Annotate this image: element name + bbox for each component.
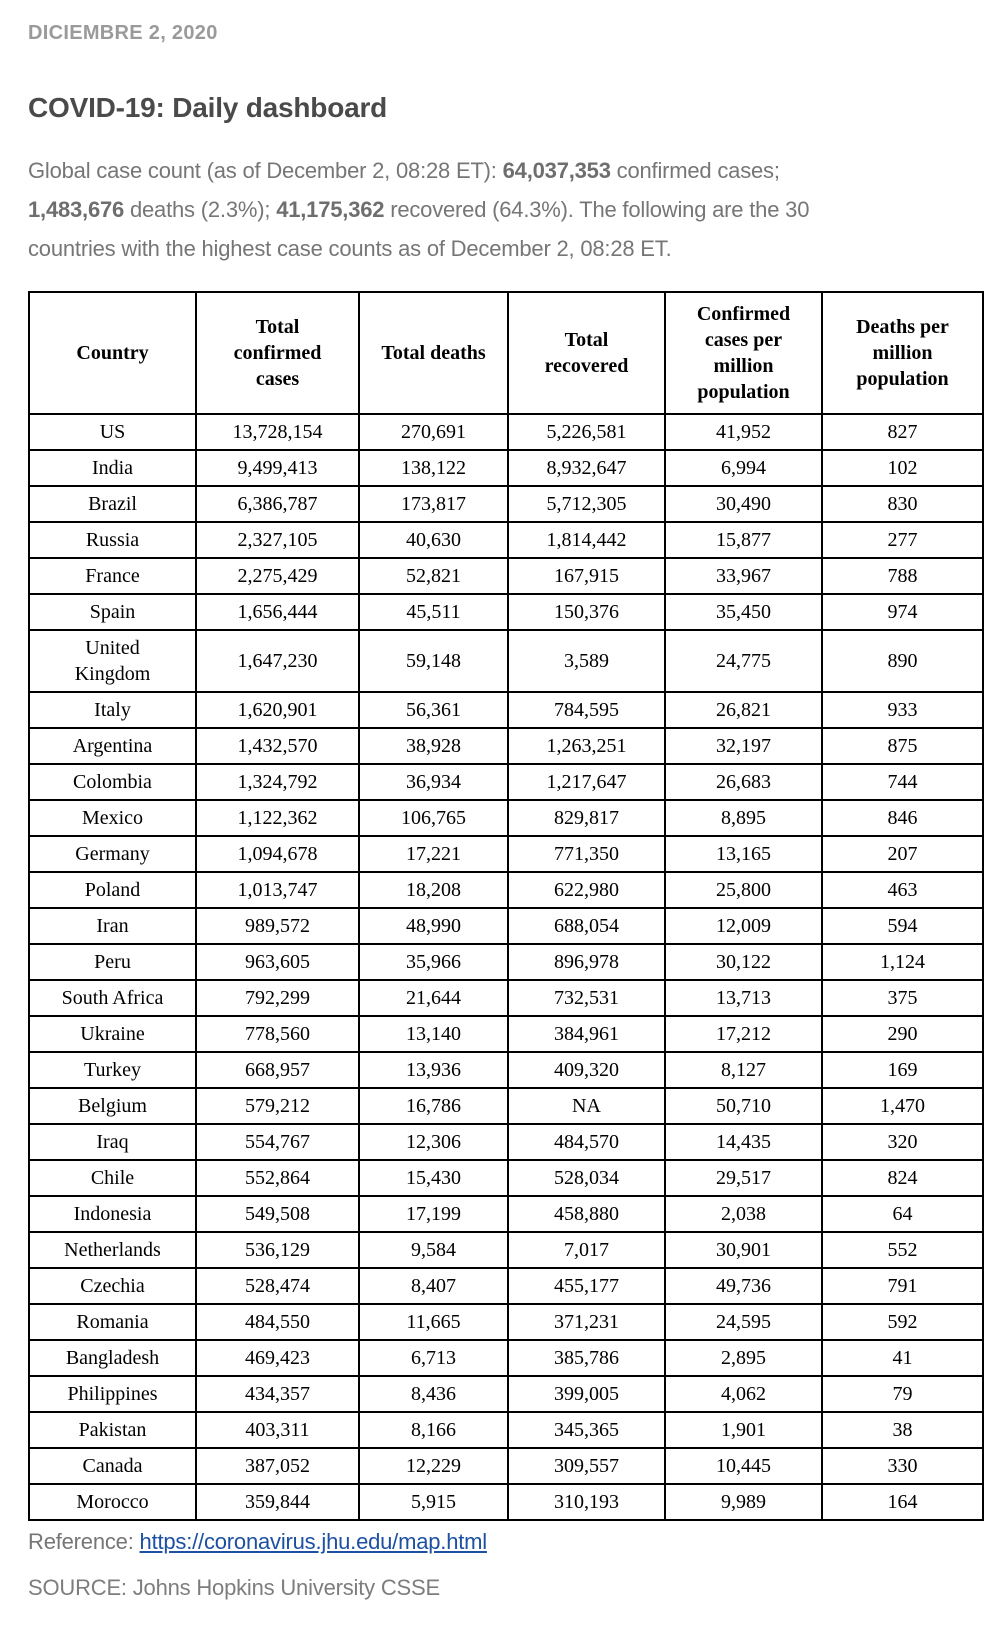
country-cell: France: [29, 558, 196, 594]
value-cell: 41: [822, 1340, 983, 1376]
post-date: DICIEMBRE 2, 2020: [28, 22, 218, 44]
value-cell: 10,445: [665, 1448, 822, 1484]
value-cell: 290: [822, 1016, 983, 1052]
table-row: [29, 728, 983, 764]
value-cell: 310,193: [508, 1484, 665, 1520]
table-row: [29, 1088, 983, 1124]
intro-text-2: confirmed cases;: [610, 158, 780, 183]
value-cell: 25,800: [665, 872, 822, 908]
table-row: [29, 594, 983, 630]
value-cell: 138,122: [359, 450, 508, 486]
value-cell: 788: [822, 558, 983, 594]
header-deaths-per-million: Deaths per million population: [822, 292, 983, 414]
value-cell: 875: [822, 728, 983, 764]
country-cell: United Kingdom: [29, 630, 196, 692]
value-cell: 1,814,442: [508, 522, 665, 558]
value-cell: 732,531: [508, 980, 665, 1016]
value-cell: 64: [822, 1196, 983, 1232]
value-cell: 52,821: [359, 558, 508, 594]
header-total-deaths: Total deaths: [359, 292, 508, 414]
value-cell: 79: [822, 1376, 983, 1412]
value-cell: 48,990: [359, 908, 508, 944]
value-cell: 8,166: [359, 1412, 508, 1448]
value-cell: NA: [508, 1088, 665, 1124]
value-cell: 791: [822, 1268, 983, 1304]
value-cell: 309,557: [508, 1448, 665, 1484]
country-cell: Bangladesh: [29, 1340, 196, 1376]
value-cell: 9,584: [359, 1232, 508, 1268]
value-cell: 35,450: [665, 594, 822, 630]
country-cell: Ukraine: [29, 1016, 196, 1052]
value-cell: 1,324,792: [196, 764, 359, 800]
country-cell: Pakistan: [29, 1412, 196, 1448]
value-cell: 594: [822, 908, 983, 944]
value-cell: 8,895: [665, 800, 822, 836]
value-cell: 29,517: [665, 1160, 822, 1196]
value-cell: 38,928: [359, 728, 508, 764]
value-cell: 17,199: [359, 1196, 508, 1232]
table-row: [29, 764, 983, 800]
value-cell: 11,665: [359, 1304, 508, 1340]
value-cell: 371,231: [508, 1304, 665, 1340]
country-cell: Morocco: [29, 1484, 196, 1520]
value-cell: 1,620,901: [196, 692, 359, 728]
value-cell: 345,365: [508, 1412, 665, 1448]
country-cell: US: [29, 414, 196, 450]
value-cell: 536,129: [196, 1232, 359, 1268]
value-cell: 1,901: [665, 1412, 822, 1448]
value-cell: 9,499,413: [196, 450, 359, 486]
value-cell: 5,226,581: [508, 414, 665, 450]
country-cell: South Africa: [29, 980, 196, 1016]
value-cell: 24,775: [665, 630, 822, 692]
value-cell: 1,124: [822, 944, 983, 980]
table-row: [29, 1196, 983, 1232]
table-row: [29, 1412, 983, 1448]
country-cell: Turkey: [29, 1052, 196, 1088]
value-cell: 32,197: [665, 728, 822, 764]
value-cell: 9,989: [665, 1484, 822, 1520]
value-cell: 12,009: [665, 908, 822, 944]
value-cell: 1,094,678: [196, 836, 359, 872]
page-title: COVID-19: Daily dashboard: [28, 92, 388, 123]
value-cell: 1,432,570: [196, 728, 359, 764]
country-cell: Belgium: [29, 1088, 196, 1124]
value-cell: 13,936: [359, 1052, 508, 1088]
value-cell: 385,786: [508, 1340, 665, 1376]
table-row: [29, 1124, 983, 1160]
value-cell: 409,320: [508, 1052, 665, 1088]
value-cell: 744: [822, 764, 983, 800]
value-cell: 50,710: [665, 1088, 822, 1124]
value-cell: 4,062: [665, 1376, 822, 1412]
value-cell: 771,350: [508, 836, 665, 872]
table-row: [29, 1016, 983, 1052]
value-cell: 1,013,747: [196, 872, 359, 908]
table-row: [29, 414, 983, 450]
value-cell: 169: [822, 1052, 983, 1088]
country-cell: Canada: [29, 1448, 196, 1484]
covid-country-table: [28, 291, 984, 1521]
value-cell: 38: [822, 1412, 983, 1448]
value-cell: 1,217,647: [508, 764, 665, 800]
intro-paragraph: [28, 151, 973, 268]
intro-text-1: Global case count (as of December 2, 08:28 ET):: [28, 158, 503, 183]
value-cell: 528,474: [196, 1268, 359, 1304]
value-cell: 5,915: [359, 1484, 508, 1520]
value-cell: 36,934: [359, 764, 508, 800]
value-cell: 13,165: [665, 836, 822, 872]
reference-link[interactable]: https://coronavirus.jhu.edu/map.html: [139, 1529, 487, 1554]
country-cell: India: [29, 450, 196, 486]
value-cell: 320: [822, 1124, 983, 1160]
table-row: [29, 1268, 983, 1304]
country-cell: Italy: [29, 692, 196, 728]
value-cell: 26,821: [665, 692, 822, 728]
reference-label: Reference:: [28, 1529, 140, 1554]
intro-text-3: deaths (2.3%);: [124, 197, 277, 222]
value-cell: 552,864: [196, 1160, 359, 1196]
value-cell: 12,229: [359, 1448, 508, 1484]
value-cell: 106,765: [359, 800, 508, 836]
country-cell: Argentina: [29, 728, 196, 764]
value-cell: 778,560: [196, 1016, 359, 1052]
country-cell: Spain: [29, 594, 196, 630]
value-cell: 399,005: [508, 1376, 665, 1412]
value-cell: 30,490: [665, 486, 822, 522]
value-cell: 384,961: [508, 1016, 665, 1052]
value-cell: 59,148: [359, 630, 508, 692]
header-cases-per-million: Confirmed cases per million population: [665, 292, 822, 414]
country-cell: Brazil: [29, 486, 196, 522]
country-cell: Netherlands: [29, 1232, 196, 1268]
value-cell: 150,376: [508, 594, 665, 630]
value-cell: 528,034: [508, 1160, 665, 1196]
value-cell: 277: [822, 522, 983, 558]
value-cell: 830: [822, 486, 983, 522]
table-row: [29, 836, 983, 872]
value-cell: 102: [822, 450, 983, 486]
value-cell: 8,436: [359, 1376, 508, 1412]
global-recovered-count: 41,175,362: [276, 197, 385, 222]
value-cell: 8,127: [665, 1052, 822, 1088]
value-cell: 15,877: [665, 522, 822, 558]
value-cell: 387,052: [196, 1448, 359, 1484]
value-cell: 56,361: [359, 692, 508, 728]
value-cell: 989,572: [196, 908, 359, 944]
table-row: [29, 1232, 983, 1268]
value-cell: 974: [822, 594, 983, 630]
table-row: [29, 558, 983, 594]
value-cell: 8,407: [359, 1268, 508, 1304]
value-cell: 688,054: [508, 908, 665, 944]
value-cell: 17,221: [359, 836, 508, 872]
value-cell: 549,508: [196, 1196, 359, 1232]
value-cell: 434,357: [196, 1376, 359, 1412]
value-cell: 207: [822, 836, 983, 872]
value-cell: 1,470: [822, 1088, 983, 1124]
header-total-recovered: Total recovered: [508, 292, 665, 414]
value-cell: 896,978: [508, 944, 665, 980]
value-cell: 18,208: [359, 872, 508, 908]
value-cell: 6,713: [359, 1340, 508, 1376]
country-cell: Iran: [29, 908, 196, 944]
table-row: [29, 800, 983, 836]
value-cell: 17,212: [665, 1016, 822, 1052]
table-row: [29, 1160, 983, 1196]
country-cell: Czechia: [29, 1268, 196, 1304]
table-header-row: [29, 292, 983, 414]
country-cell: Romania: [29, 1304, 196, 1340]
value-cell: 455,177: [508, 1268, 665, 1304]
value-cell: 463: [822, 872, 983, 908]
value-cell: 890: [822, 630, 983, 692]
value-cell: 45,511: [359, 594, 508, 630]
value-cell: 40,630: [359, 522, 508, 558]
table-row: [29, 1484, 983, 1520]
value-cell: 14,435: [665, 1124, 822, 1160]
value-cell: 30,122: [665, 944, 822, 980]
value-cell: 2,038: [665, 1196, 822, 1232]
value-cell: 668,957: [196, 1052, 359, 1088]
value-cell: 13,728,154: [196, 414, 359, 450]
intro-text-4: recovered (64.3%). The following are the 30: [384, 197, 810, 222]
value-cell: 3,589: [508, 630, 665, 692]
table-row: [29, 630, 983, 692]
global-confirmed-count: 64,037,353: [502, 158, 611, 183]
table-row: [29, 692, 983, 728]
reference-line: [28, 1529, 982, 1555]
value-cell: 846: [822, 800, 983, 836]
value-cell: 359,844: [196, 1484, 359, 1520]
country-cell: Peru: [29, 944, 196, 980]
table-row: [29, 872, 983, 908]
value-cell: 484,550: [196, 1304, 359, 1340]
value-cell: 30,901: [665, 1232, 822, 1268]
value-cell: 469,423: [196, 1340, 359, 1376]
value-cell: 41,952: [665, 414, 822, 450]
value-cell: 784,595: [508, 692, 665, 728]
value-cell: 1,122,362: [196, 800, 359, 836]
table-row: [29, 1304, 983, 1340]
value-cell: 167,915: [508, 558, 665, 594]
value-cell: 1,263,251: [508, 728, 665, 764]
value-cell: 270,691: [359, 414, 508, 450]
country-cell: Iraq: [29, 1124, 196, 1160]
table-row: [29, 1376, 983, 1412]
value-cell: 12,306: [359, 1124, 508, 1160]
value-cell: 963,605: [196, 944, 359, 980]
header-country: Country: [29, 292, 196, 414]
value-cell: 21,644: [359, 980, 508, 1016]
value-cell: 792,299: [196, 980, 359, 1016]
country-cell: Germany: [29, 836, 196, 872]
table-header: [29, 292, 983, 414]
intro-text-5: countries with the highest case counts as of December 2, 08:28 ET.: [28, 236, 672, 261]
source-line: SOURCE: Johns Hopkins University CSSE: [28, 1575, 440, 1600]
country-cell: Poland: [29, 872, 196, 908]
value-cell: 579,212: [196, 1088, 359, 1124]
value-cell: 552: [822, 1232, 983, 1268]
table-row: [29, 1340, 983, 1376]
value-cell: 33,967: [665, 558, 822, 594]
value-cell: 16,786: [359, 1088, 508, 1124]
country-cell: Colombia: [29, 764, 196, 800]
value-cell: 403,311: [196, 1412, 359, 1448]
value-cell: 13,140: [359, 1016, 508, 1052]
table-row: [29, 522, 983, 558]
table-row: [29, 450, 983, 486]
value-cell: 824: [822, 1160, 983, 1196]
table-body: [29, 414, 983, 1520]
value-cell: 13,713: [665, 980, 822, 1016]
value-cell: 49,736: [665, 1268, 822, 1304]
value-cell: 829,817: [508, 800, 665, 836]
country-cell: Philippines: [29, 1376, 196, 1412]
value-cell: 35,966: [359, 944, 508, 980]
global-deaths-count: 1,483,676: [28, 197, 125, 222]
value-cell: 2,327,105: [196, 522, 359, 558]
table-row: [29, 486, 983, 522]
value-cell: 933: [822, 692, 983, 728]
value-cell: 164: [822, 1484, 983, 1520]
value-cell: 330: [822, 1448, 983, 1484]
value-cell: 6,386,787: [196, 486, 359, 522]
table-row: [29, 980, 983, 1016]
value-cell: 554,767: [196, 1124, 359, 1160]
value-cell: 1,656,444: [196, 594, 359, 630]
value-cell: 592: [822, 1304, 983, 1340]
value-cell: 15,430: [359, 1160, 508, 1196]
value-cell: 24,595: [665, 1304, 822, 1340]
value-cell: 622,980: [508, 872, 665, 908]
value-cell: 8,932,647: [508, 450, 665, 486]
value-cell: 7,017: [508, 1232, 665, 1268]
table-row: [29, 1052, 983, 1088]
header-total-confirmed: Total confirmed cases: [196, 292, 359, 414]
value-cell: 26,683: [665, 764, 822, 800]
value-cell: 458,880: [508, 1196, 665, 1232]
country-cell: Indonesia: [29, 1196, 196, 1232]
value-cell: 1,647,230: [196, 630, 359, 692]
value-cell: 375: [822, 980, 983, 1016]
table-row: [29, 944, 983, 980]
value-cell: 5,712,305: [508, 486, 665, 522]
value-cell: 2,275,429: [196, 558, 359, 594]
country-cell: Chile: [29, 1160, 196, 1196]
table-row: [29, 908, 983, 944]
table-row: [29, 1448, 983, 1484]
value-cell: 827: [822, 414, 983, 450]
country-cell: Russia: [29, 522, 196, 558]
value-cell: 2,895: [665, 1340, 822, 1376]
value-cell: 173,817: [359, 486, 508, 522]
country-cell: Mexico: [29, 800, 196, 836]
value-cell: 6,994: [665, 450, 822, 486]
value-cell: 484,570: [508, 1124, 665, 1160]
